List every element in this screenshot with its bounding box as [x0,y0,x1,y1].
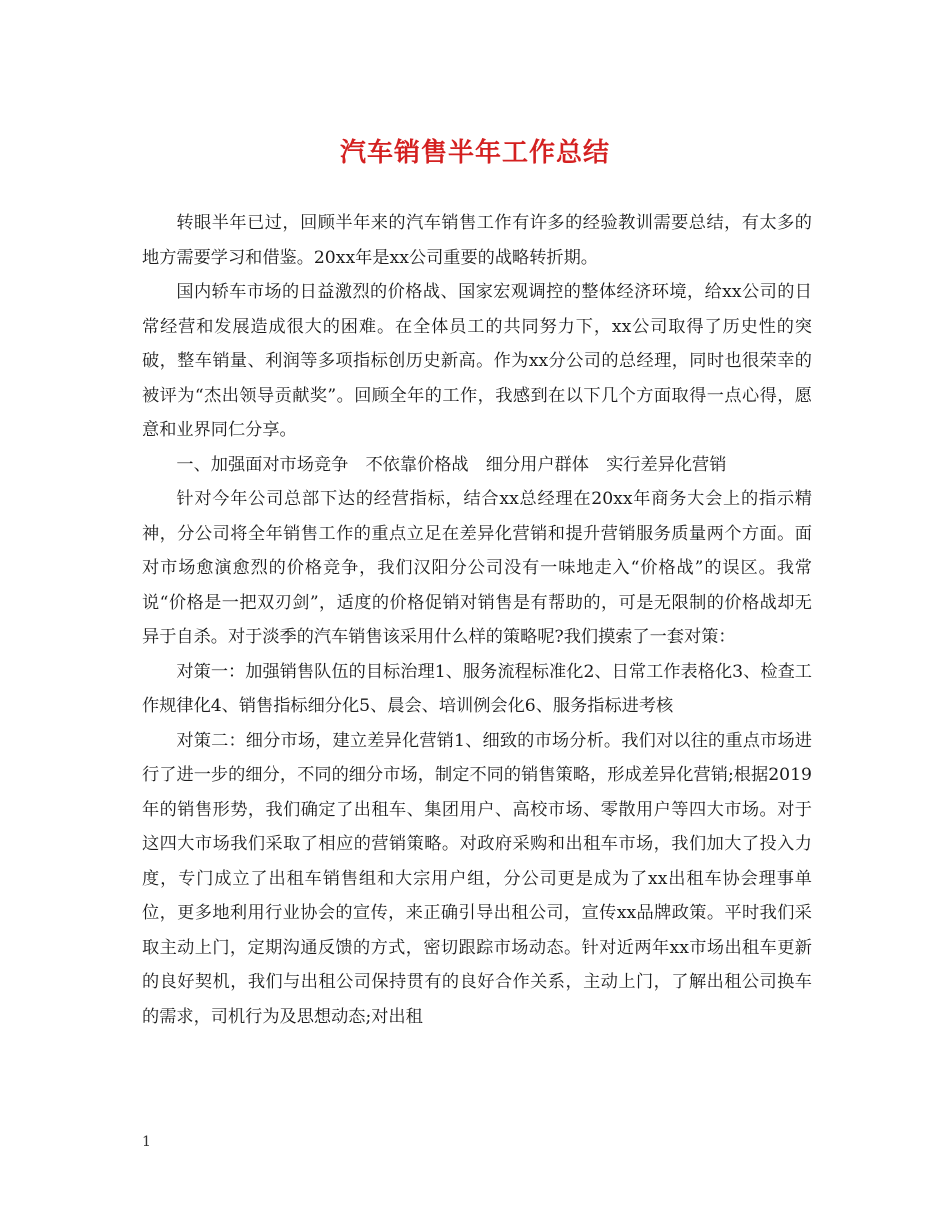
document-title: 汽车销售半年工作总结 [339,138,610,168]
paragraph-intro: 转眼半年已过，回顾半年来的汽车销售工作有许多的经验教训需要总结，有太多的地方需要学习和借鉴。20xx年是xx公司重要的战略转折期。 [142,213,812,268]
paragraph-market: 国内轿车市场的日益激烈的价格战、国家宏观调控的整体经济环境，给xx公司的日常经营和发展造成很大的困难。在全体员工的共同努力下，xx公司取得了历史性的突破，整车销量、利润等多项指标创历史新高。作为xx分公司的总经理，同时也很荣幸的被评为“杰出领导贡献奖”。回顾全年的工作，我感到在以下几个方面取得一点心得，愿意和业界同仁分享。 [142,282,812,440]
page-number: 1 [142,1134,151,1150]
document-body [142,206,812,1034]
paragraph-strategy: 针对今年公司总部下达的经营指标，结合xx总经理在20xx年商务大会上的指示精神，分公司将全年销售工作的重点立足在差异化营销和提升营销服务质量两个方面。面对市场愈演愈烈的价格竞争，我们汉阳分公司没有一味地走入“价格战”的误区。我常说“价格是一把双刃剑”，适度的价格促销对销售是有帮助的，可是无限制的价格战却无异于自杀。对于淡季的汽车销售该采用什么样的策略呢?我们摸索了一套对策： [142,489,812,647]
section-heading-1: 一、加强面对市场竞争 不依靠价格战 细分用户群体 实行差异化营销 [176,454,727,475]
paragraph-measure-2: 对策二：细分市场，建立差异化营销1、细致的市场分析。我们对以往的重点市场进行了进一步的细分，不同的细分市场，制定不同的销售策略，形成差异化营销;根据2019年的销售形势，我们确定了出租车、集团用户、高校市场、零散用户等四大市场。对于这四大市场我们采取了相应的营销策略。对政府采购和出租车市场，我们加大了投入力度，专门成立了出租车销售组和大宗用户组，分公司更是成为了xx出租车协会理事单位，更多地利用行业协会的宣传，来正确引导出租公司，宣传xx品牌政策。平时我们采取主动上门，定期沟通反馈的方式，密切跟踪市场动态。针对近两年xx市场出租车更新的良好契机，我们与出租公司保持贯有的良好合作关系，主动上门，了解出租公司换车的需求，司机行为及思想动态;对出租 [142,730,812,1027]
paragraph-measure-1: 对策一：加强销售队伍的目标治理1、服务流程标准化2、日常工作表格化3、检查工作规律化4、销售指标细分化5、晨会、培训例会化6、服务指标进考核 [142,661,812,716]
